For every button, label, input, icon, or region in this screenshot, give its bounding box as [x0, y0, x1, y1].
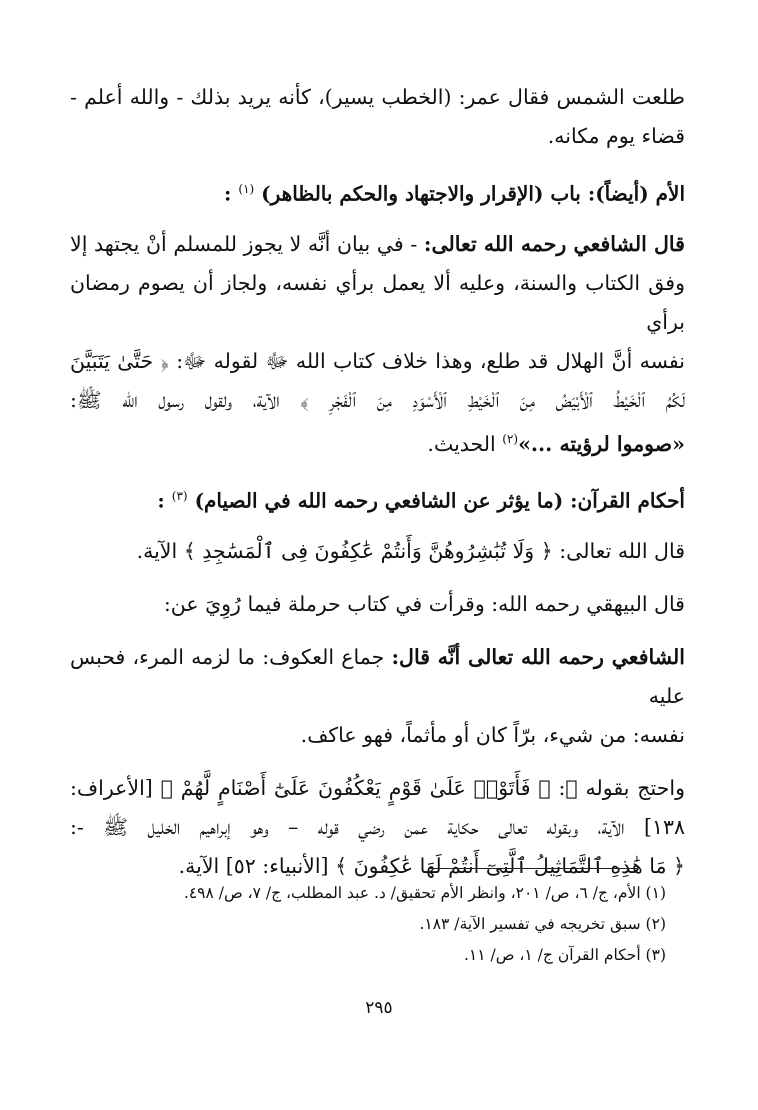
text-line: ﴿ مَا هَٰذِهِ ٱلتَّمَاثِيلُ ٱلَّتِىٓ أَنتُمْ لَهَا عَٰكِفُونَ ﴾ [الأنبياء: ٥٢] الآية. — [178, 854, 685, 879]
heading-text: أحكام القرآن: (ما يؤثر عن الشافعي رحمه الله في الصيام) — [194, 489, 685, 514]
footnote-ref: (١) — [238, 182, 255, 196]
page-body — [70, 78, 685, 900]
text-line — [70, 225, 685, 264]
text-line: قضاء يوم مكانه. — [547, 124, 685, 148]
bold-lead: قال الشافعي رحمه الله تعالى: — [423, 231, 685, 256]
footnote-ref: (٢) — [502, 431, 519, 446]
heading-text: الأم (أيضاً): باب (الإقرار والاجتهاد والحكم بالظاهر) — [261, 181, 685, 206]
paragraph-shafii-ijtihad — [70, 225, 685, 464]
footnote-3: (٣) أحكام القرآن ج/ ١، ص/ ١١. — [463, 946, 666, 964]
text-span: جماع العكوف: ما لزمه المرء، فحبس عليه — [70, 645, 685, 709]
heading-colon: : — [224, 181, 232, 206]
paragraph-verse-itikaf — [70, 532, 685, 571]
text-line: واحتج بقوله ﷻ: ﴿ فَأَتَوْا۟ عَلَىٰ قَوْمٍ يَعْكُفُونَ عَلَىٰٓ أَصْنَامٍ لَّهُمْ ﴾ [الأعراف: — [70, 776, 685, 801]
footnote-ref: (٣) — [171, 489, 188, 504]
heading-colon: : — [157, 489, 165, 514]
paragraph-ukuf-definition — [70, 638, 685, 755]
text-line: قال البيهقي رحمه الله: وقرأت في كتاب حرملة فيما رُوِيَ عن: — [163, 592, 685, 617]
text-line: طلعت الشمس فقال عمر: (الخطب يسير)، كأنه يريد بذلك - والله أعلم - — [70, 85, 685, 109]
text-span: - في بيان أنَّه لا يجوز للمسلم أنْ يجتهد إلا — [70, 231, 418, 256]
page-number: ٢٩٥ — [365, 998, 393, 1018]
footnote-separator — [428, 868, 638, 869]
text-line — [70, 638, 685, 716]
paragraph-bayhaqi — [70, 585, 685, 624]
text-line — [70, 420, 685, 464]
section-heading-ahkam — [70, 477, 685, 520]
footnote-1: (١) الأم، ج/ ٦، ص/ ٢٠١، وانظر الأم تحقيق/ د. عبد المطلب، ج/ ٧، ص/ ٤٩٨. — [183, 884, 666, 902]
footnotes — [106, 878, 666, 971]
text-line: قال الله تعالى: ﴿ وَلَا تُبَٰشِرُوهُنَّ وَأَنتُمْ عَٰكِفُونَ فِى ٱلْمَسَٰجِدِ ﴾ الآية. — [136, 539, 685, 564]
text-line: ١٣٨] الآية، وبقوله تعالى حكاية عمن رضي قوله – وهو إبراهيم الخليل ﷺ -: — [70, 815, 685, 840]
bold-lead: الشافعي رحمه الله تعالى أنَّه قال: — [391, 645, 685, 670]
hadith-quote: «صوموا لرؤيته ...» — [518, 431, 685, 456]
text-line: وفق الكتاب والسنة، وعليه ألا يعمل برأي نفسه، ولجاز أن يصوم رمضان برأي — [70, 270, 685, 334]
text-span: الحديث. — [427, 431, 496, 456]
paragraph-intro — [70, 78, 685, 156]
text-line: لَكُمُ ٱلْخَيْطُ ٱلْأَبْيَضُ مِنَ ٱلْخَيْطِ ٱلْأَسْوَدِ مِنَ ٱلْفَجْرِ ﴾ الآية، ولقول رسول الله ﷺ: — [70, 387, 685, 412]
section-heading-umm — [70, 170, 685, 213]
text-line: نفسه: من شيء، برّاً كان أو مأثماً، فهو عاكف. — [300, 723, 685, 748]
text-line: نفسه أنَّ الهلال قد طلع، وهذا خلاف كتاب الله ﷻ لقوله ﷻ: ﴿ حَتَّىٰ يَتَبَيَّنَ — [70, 348, 685, 373]
footnote-2: (٢) سبق تخريجه في تفسير الآية/ ١٨٣. — [419, 915, 666, 933]
